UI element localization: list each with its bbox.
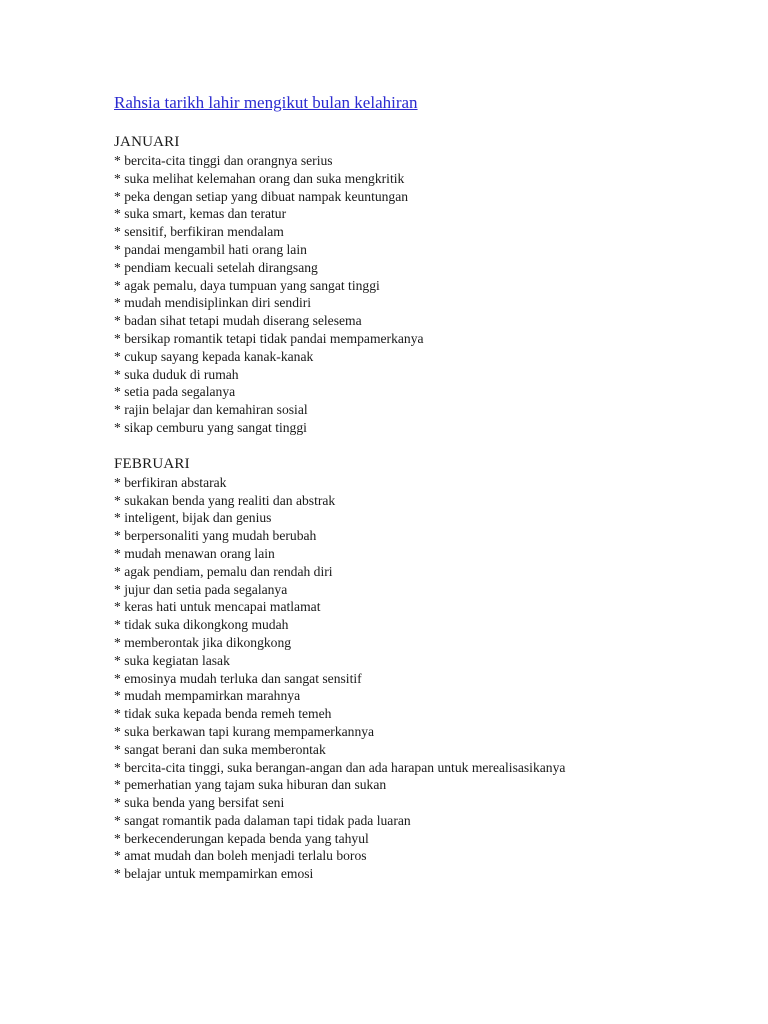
list-item: * agak pemalu, daya tumpuan yang sangat tinggi [114,277,380,293]
list-item: * suka duduk di rumah [114,366,239,382]
document-title-link[interactable]: Rahsia tarikh lahir mengikut bulan kelahiran [114,93,418,112]
document-page [114,92,754,883]
section-januari [114,132,754,437]
list-item: * keras hati untuk mencapai matlamat [114,599,321,615]
list-item: * berfikiran abstarak [114,474,227,490]
section-februari [114,454,754,883]
list-item: * berpersonaliti yang mudah berubah [114,528,317,544]
list-item: * sensitif, berfikiran mendalam [114,224,284,240]
trait-list-februari [114,474,754,883]
list-item: * setia pada segalanya [114,384,236,400]
list-item: * tidak suka kepada benda remeh temeh [114,706,332,722]
list-item: * peka dengan setiap yang dibuat nampak keuntungan [114,188,409,204]
list-item: * mudah mendisiplinkan diri sendiri [114,295,312,311]
section-heading-januari: JANUARI [114,134,180,150]
list-item: * emosinya mudah terluka dan sangat sensitif [114,670,362,686]
list-item: * memberontak jika dikongkong [114,634,292,650]
list-item: * amat mudah dan boleh menjadi terlalu boros [114,848,367,864]
list-item: * bercita-cita tinggi dan orangnya serius [114,153,333,168]
list-item: * suka smart, kemas dan teratur [114,206,287,222]
list-item: * suka benda yang bersifat seni [114,795,285,811]
list-item: * bercita-cita tinggi, suka berangan-angan dan ada harapan untuk merealisasikanya [114,759,566,775]
list-item: * cukup sayang kepada kanak-kanak [114,348,314,364]
list-item: * pandai mengambil hati orang lain [114,241,307,257]
list-item: * tidak suka dikongkong mudah [114,617,289,633]
list-item: * badan sihat tetapi mudah diserang selesema [114,313,362,329]
list-item: * sangat berani dan suka memberontak [114,741,326,757]
trait-list-januari [114,152,754,437]
list-item: * sukakan benda yang realiti dan abstrak [114,492,336,508]
list-item: * pemerhatian yang tajam suka hiburan dan sukan [114,777,387,793]
list-item: * agak pendiam, pemalu dan rendah diri [114,563,333,579]
list-item: * jujur dan setia pada segalanya [114,581,288,597]
list-item: * sangat romantik pada dalaman tapi tidak pada luaran [114,812,411,828]
list-item: * suka berkawan tapi kurang mempamerkannya [114,723,375,739]
list-item: * mudah mempamirkan marahnya [114,688,301,704]
list-item: * suka melihat kelemahan orang dan suka mengkritik [114,170,405,186]
list-item: * bersikap romantik tetapi tidak pandai mempamerkanya [114,330,424,346]
list-item: * mudah menawan orang lain [114,545,275,561]
list-item: * rajin belajar dan kemahiran sosial [114,402,308,418]
list-item: * berkecenderungan kepada benda yang tahyul [114,830,369,846]
list-item: * suka kegiatan lasak [114,652,230,668]
list-item: * inteligent, bijak dan genius [114,510,272,526]
section-heading-februari: FEBRUARI [114,455,190,472]
list-item: * pendiam kecuali setelah dirangsang [114,259,318,275]
list-item: * sikap cemburu yang sangat tinggi [114,419,307,435]
list-item: * belajar untuk mempamirkan emosi [114,866,314,882]
